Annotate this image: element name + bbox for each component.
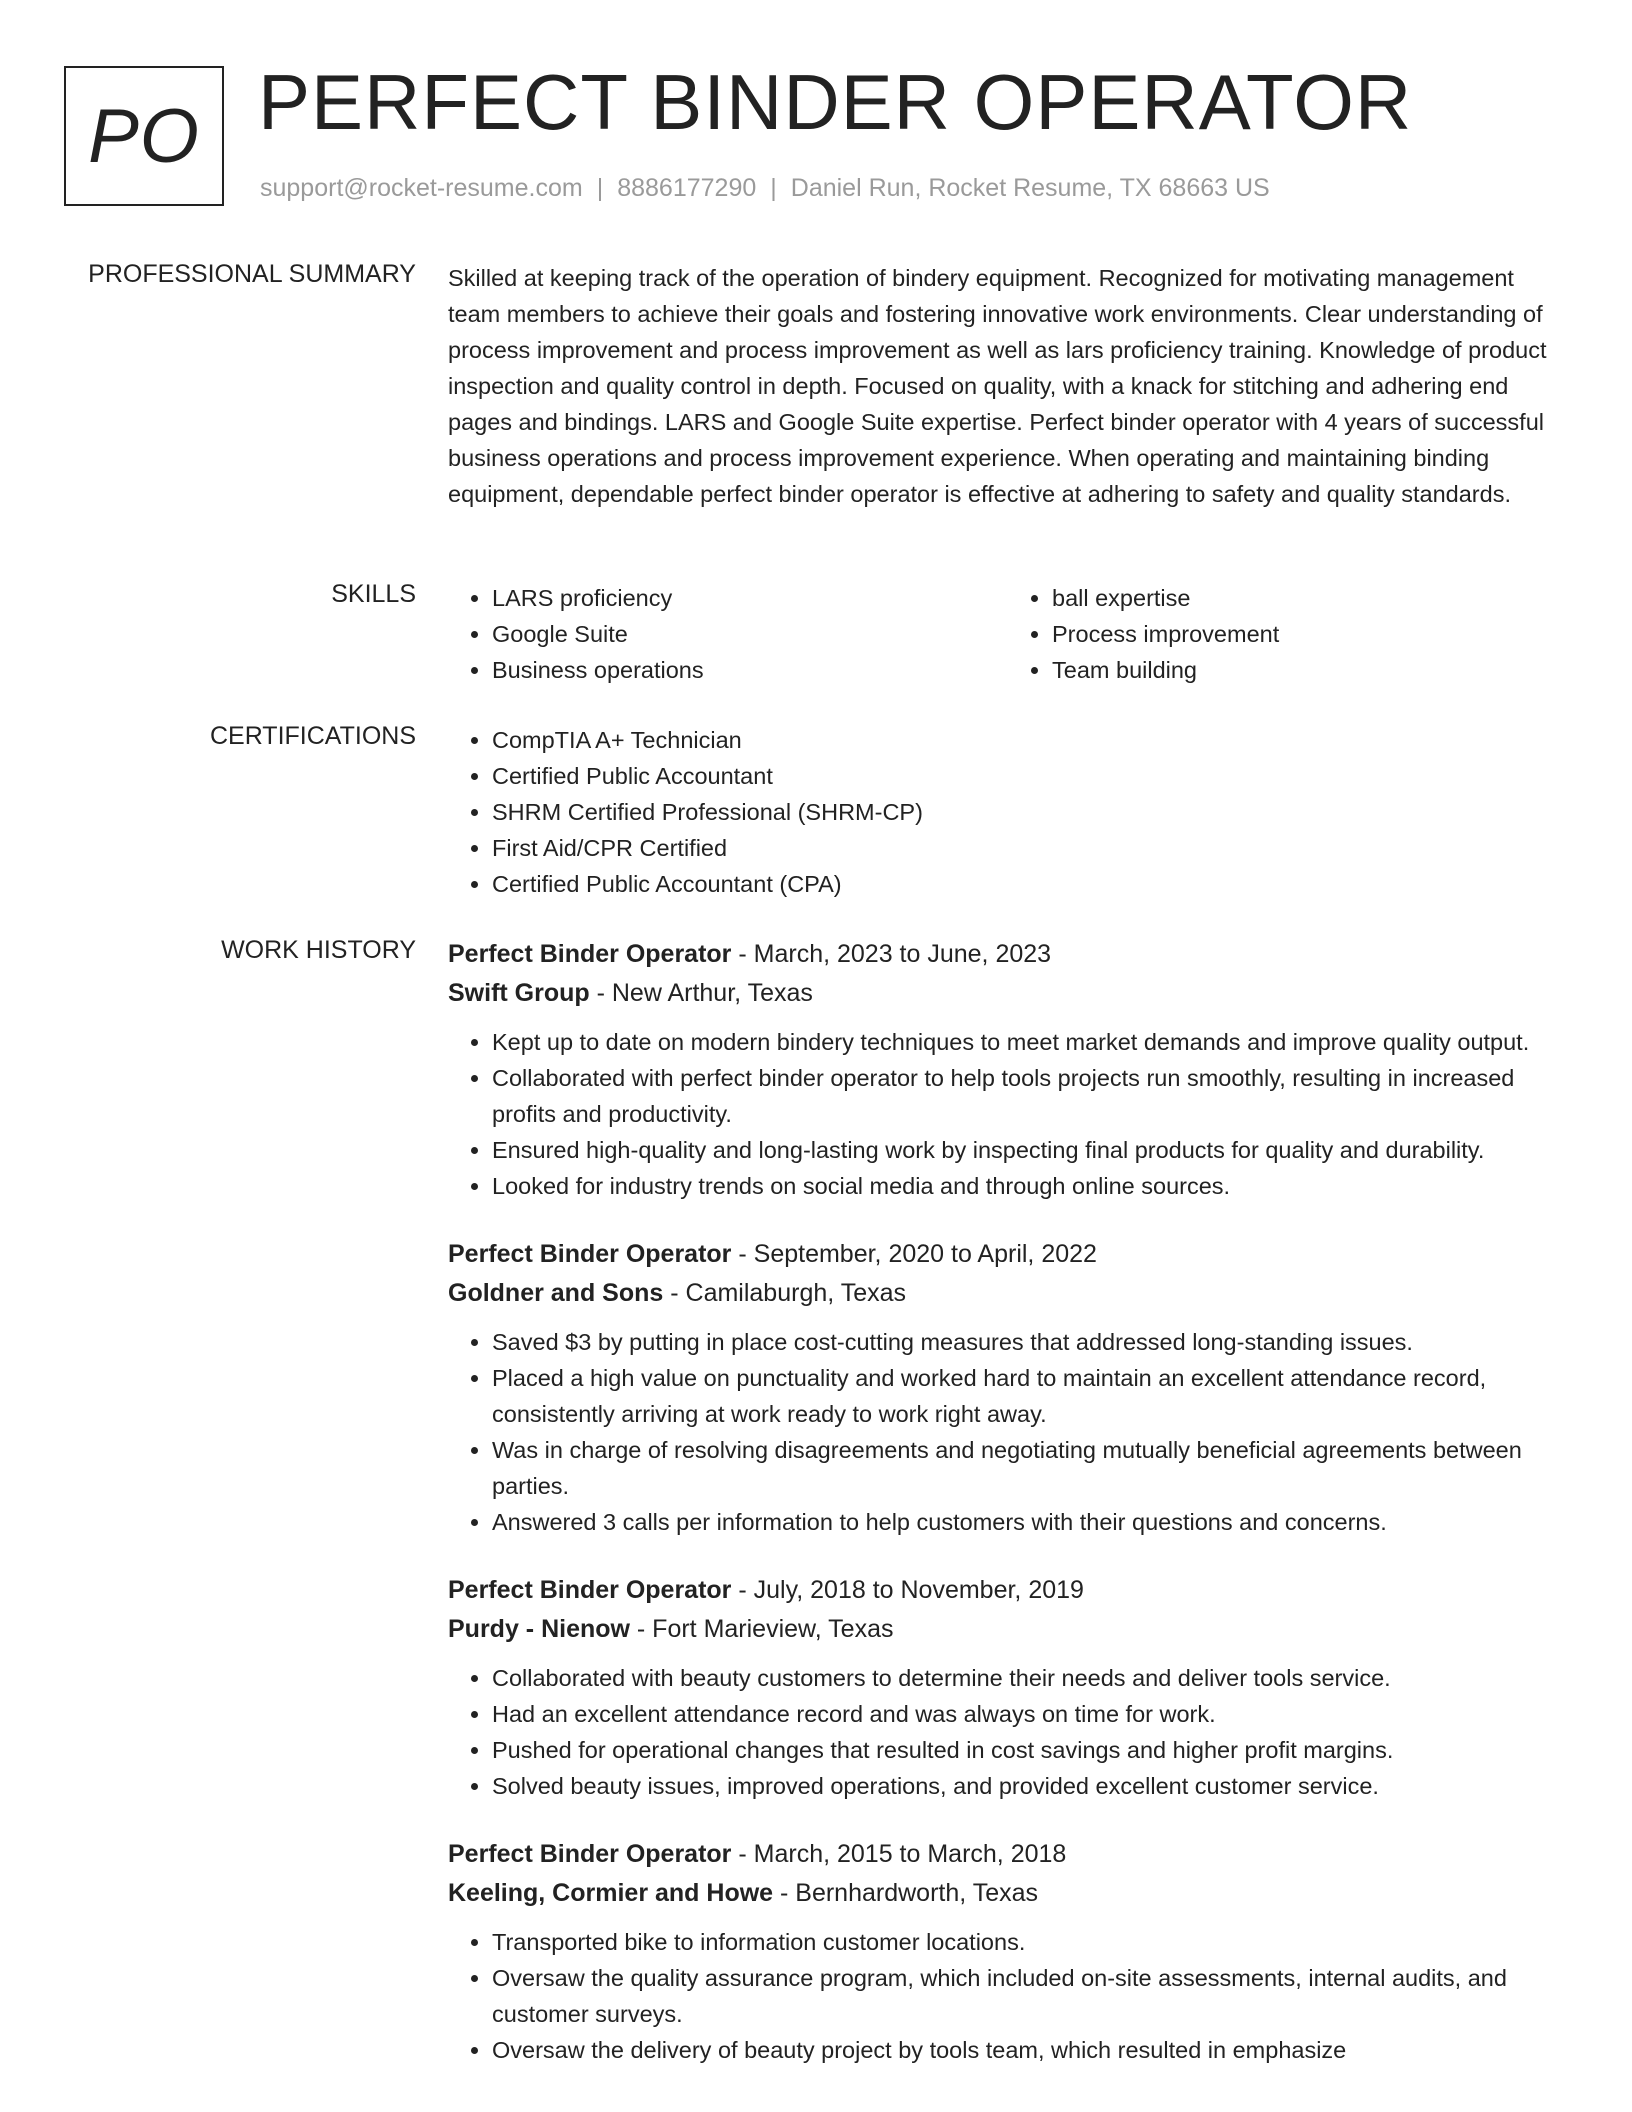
skill-item: • Process improvement <box>1052 616 1568 652</box>
contact-line <box>260 174 1270 203</box>
job-dates: - July, 2018 to November, 2019 <box>731 1576 1084 1604</box>
job-employer <box>448 1874 1568 1912</box>
certifications-list <box>448 722 1568 902</box>
job-location: - Bernhardworth, Texas <box>773 1879 1039 1907</box>
summary-label: PROFESSIONAL SUMMARY <box>88 260 416 288</box>
job-employer <box>448 1274 1568 1312</box>
certification-item: • Certified Public Accountant <box>492 758 1568 794</box>
skills-column-2 <box>1008 580 1568 688</box>
contact-separator: | <box>596 174 604 202</box>
job-dates: - March, 2015 to March, 2018 <box>731 1840 1067 1868</box>
certification-item: • SHRM Certified Professional (SHRM-CP) <box>492 794 1568 830</box>
job-bullet: • Solved beauty issues, improved operations, and provided excellent customer service. <box>492 1768 1568 1804</box>
job-heading <box>448 934 1568 974</box>
job-company: Goldner and Sons <box>448 1279 664 1307</box>
job-entry <box>448 1834 1568 2068</box>
page-title: PERFECT BINDER OPERATOR <box>258 58 1413 146</box>
job-bullet: • Pushed for operational changes that resulted in cost savings and higher profit margins. <box>492 1732 1568 1768</box>
job-bullet: • Oversaw the delivery of beauty project by tools team, which resulted in emphasize <box>492 2032 1568 2068</box>
job-heading <box>448 1234 1568 1274</box>
job-bullet: • Oversaw the quality assurance program, which included on-site assessments, internal audits, and customer surveys. <box>492 1960 1568 2032</box>
job-bullet: • Was in charge of resolving disagreements and negotiating mutually beneficial agreements between parties. <box>492 1432 1568 1504</box>
job-bullet: • Answered 3 calls per information to help customers with their questions and concerns. <box>492 1504 1568 1540</box>
skill-item: • Team building <box>1052 652 1568 688</box>
job-bullet: • Had an excellent attendance record and was always on time for work. <box>492 1696 1568 1732</box>
job-bullet: • Ensured high-quality and long-lasting work by inspecting final products for quality and durability. <box>492 1132 1568 1168</box>
job-entry <box>448 934 1568 1204</box>
job-bullet: • Kept up to date on modern bindery techniques to meet market demands and improve quality output. <box>492 1024 1568 1060</box>
job-bullets <box>448 1324 1568 1540</box>
job-bullets <box>448 1924 1568 2068</box>
job-company: Keeling, Cormier and Howe <box>448 1879 774 1907</box>
job-dates: - September, 2020 to April, 2022 <box>731 1240 1097 1268</box>
job-heading <box>448 1570 1568 1610</box>
job-entry <box>448 1570 1568 1804</box>
job-location: - Fort Marieview, Texas <box>629 1615 894 1643</box>
certification-item: • First Aid/CPR Certified <box>492 830 1568 866</box>
skill-item: • Business operations <box>492 652 1008 688</box>
job-company: Purdy - Nienow <box>448 1615 630 1643</box>
job-dates: - March, 2023 to June, 2023 <box>731 940 1052 968</box>
job-employer <box>448 974 1568 1012</box>
job-title: Perfect Binder Operator <box>448 1840 732 1868</box>
skills-list <box>448 580 1568 688</box>
work-history-jobs <box>448 934 1568 2098</box>
job-title: Perfect Binder Operator <box>448 1240 732 1268</box>
job-bullet: • Collaborated with beauty customers to determine their needs and deliver tools service. <box>492 1660 1568 1696</box>
job-company: Swift Group <box>448 979 590 1007</box>
job-title: Perfect Binder Operator <box>448 1576 732 1604</box>
job-bullet: • Transported bike to information customer locations. <box>492 1924 1568 1960</box>
certification-item: • CompTIA A+ Technician <box>492 722 1568 758</box>
contact-address: Daniel Run, Rocket Resume, TX 68663 US <box>790 174 1270 202</box>
job-bullet: • Saved $3 by putting in place cost-cutting measures that addressed long-standing issues. <box>492 1324 1568 1360</box>
contact-phone[interactable]: 8886177290 <box>617 174 757 202</box>
job-bullet: • Looked for industry trends on social media and through online sources. <box>492 1168 1568 1204</box>
certifications-bullets <box>448 722 1568 902</box>
contact-email[interactable]: support@rocket-resume.com <box>260 174 583 202</box>
certifications-label: CERTIFICATIONS <box>209 722 416 750</box>
job-employer <box>448 1610 1568 1648</box>
job-bullet: • Placed a high value on punctuality and worked hard to maintain an excellent attendance record, consistently arriving at work ready to work right away. <box>492 1360 1568 1432</box>
monogram-logo: PO <box>64 66 224 206</box>
job-bullet: • Collaborated with perfect binder operator to help tools projects run smoothly, resulting in increased profits and productivity. <box>492 1060 1568 1132</box>
summary-text: Skilled at keeping track of the operation of bindery equipment. Recognized for motivating management team members to achieve their goals and fostering innovative work environments. Clear understanding of process improvement and process improvement as well as lars proficiency training. Knowledge of product inspection and quality control in depth. Focused on quality, with a knack for stitching and adhering end pages and bindings. LARS and Google Suite expertise. Perfect binder operator with 4 years of successful business operations and process improvement experience. When operating and maintaining binding equipment, dependable perfect binder operator is effective at adhering to safety and quality standards. <box>448 265 1547 507</box>
job-bullets <box>448 1024 1568 1204</box>
job-location: - Camilaburgh, Texas <box>663 1279 906 1307</box>
job-title: Perfect Binder Operator <box>448 940 732 968</box>
job-heading <box>448 1834 1568 1874</box>
skill-item: • LARS proficiency <box>492 580 1008 616</box>
skills-label: SKILLS <box>331 580 416 608</box>
job-entry <box>448 1234 1568 1540</box>
job-bullets <box>448 1660 1568 1804</box>
job-location: - New Arthur, Texas <box>589 979 813 1007</box>
skills-column-1 <box>448 580 1008 688</box>
work-history-label: WORK HISTORY <box>221 936 416 964</box>
skill-item: • ball expertise <box>1052 580 1568 616</box>
certification-item: • Certified Public Accountant (CPA) <box>492 866 1568 902</box>
contact-separator: | <box>770 174 777 202</box>
skill-item: • Google Suite <box>492 616 1008 652</box>
